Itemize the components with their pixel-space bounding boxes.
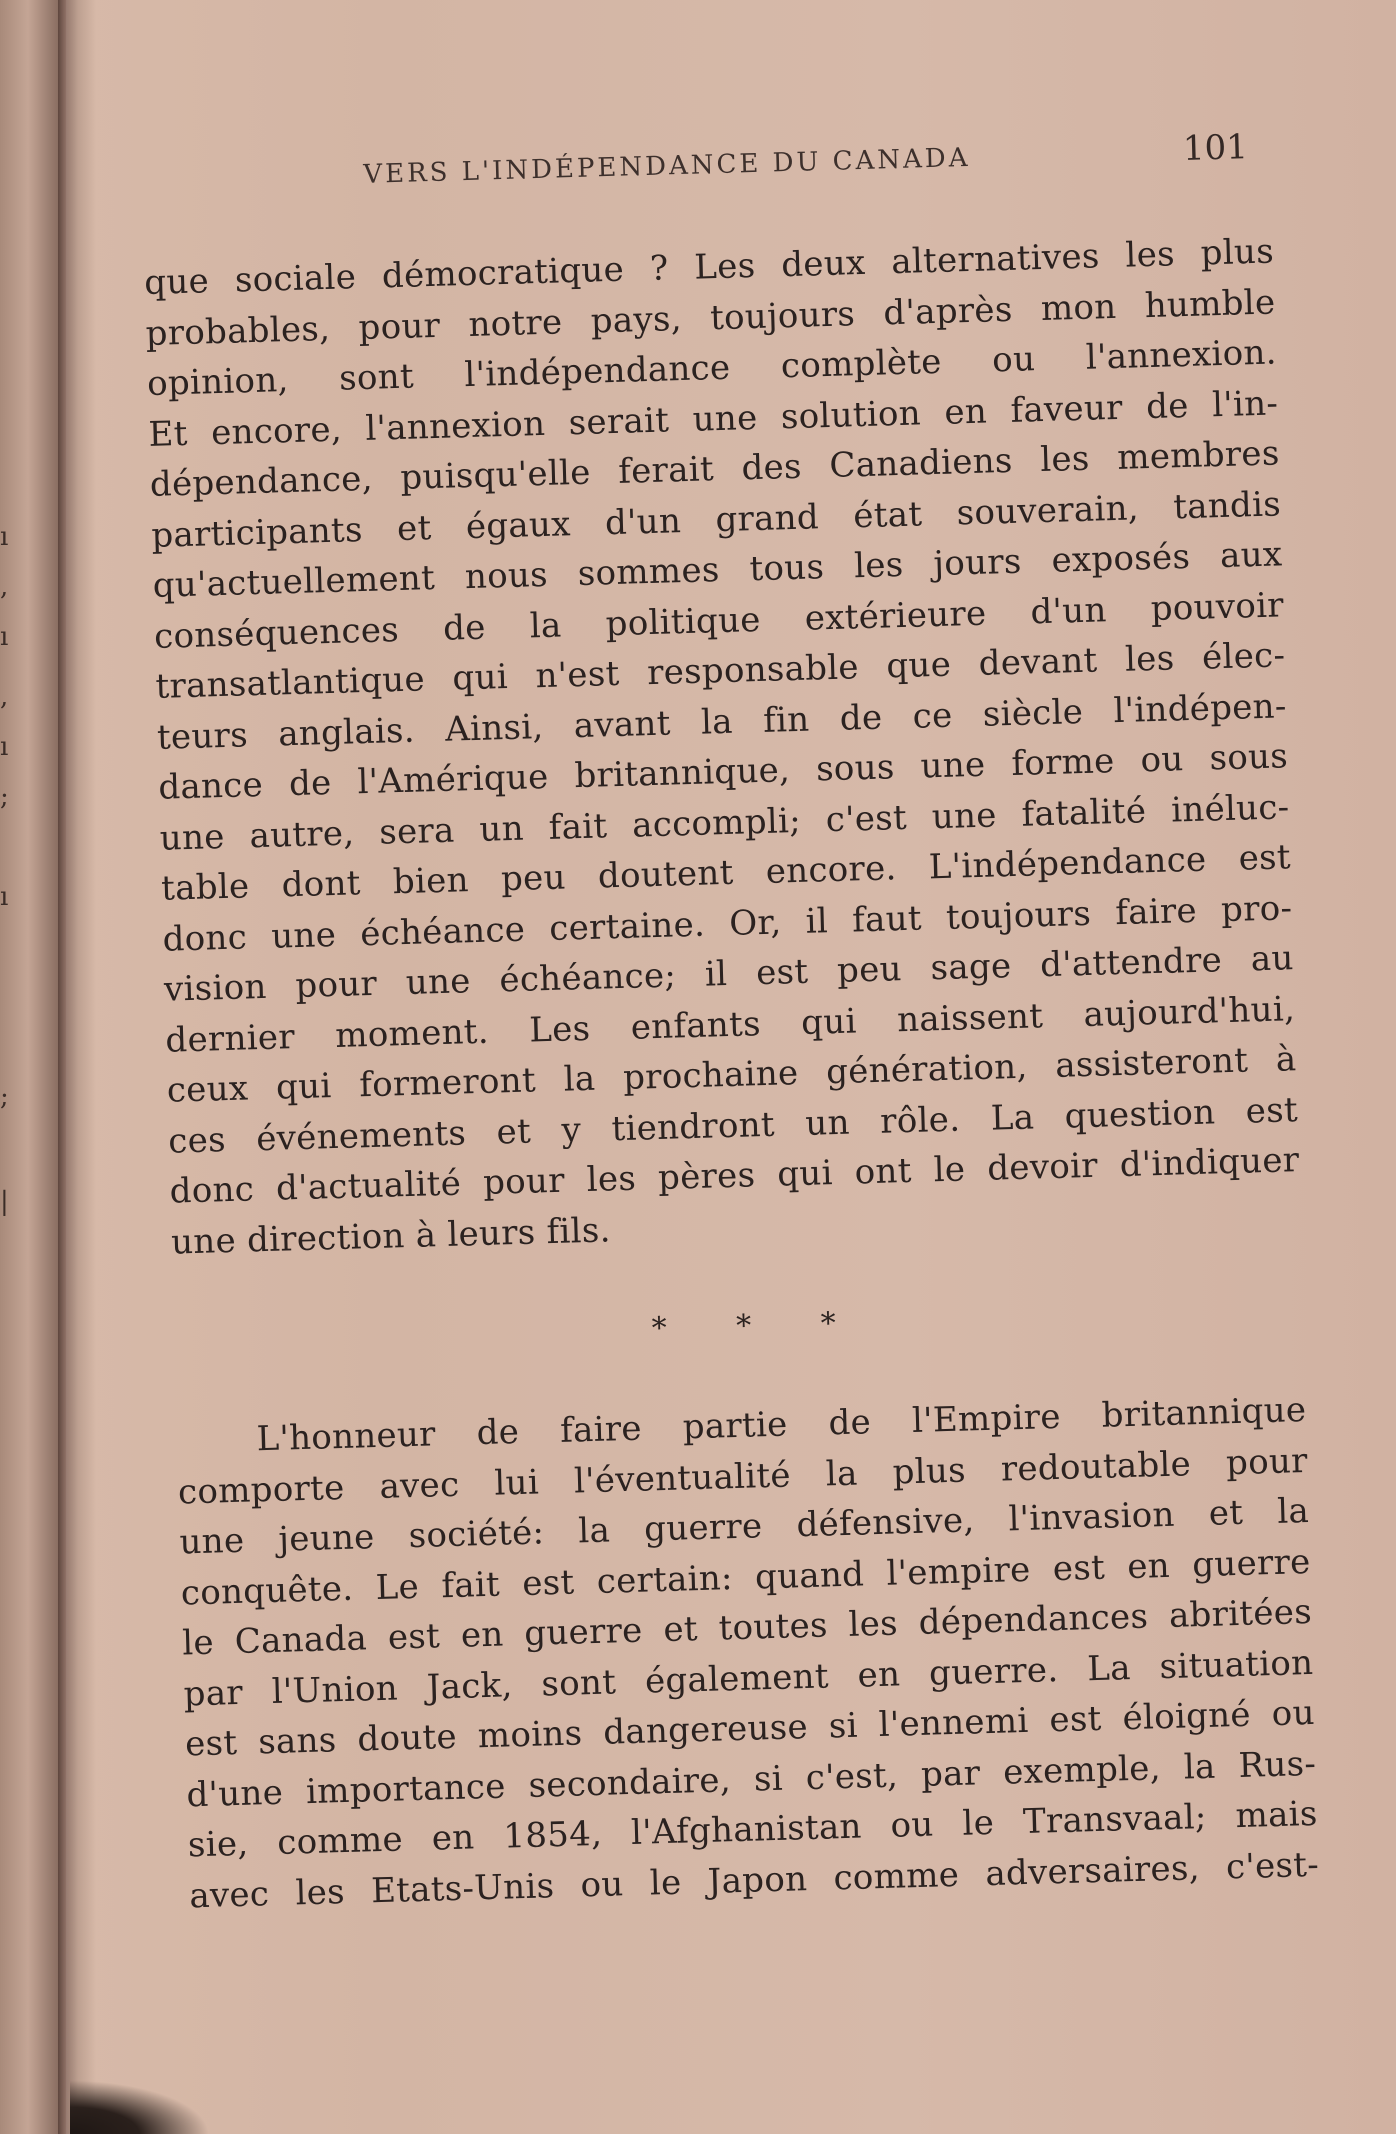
text-line: une direction à leurs fils.: [170, 1209, 612, 1263]
text-line: conquête. Le fait est certain: quand l'empire est en guerre: [180, 1541, 1312, 1613]
text-line: probables, pour notre pays, toujours d'après mon humble: [145, 281, 1276, 354]
text-line: opinion, sont l'indépendance complète ou l'annexion.: [146, 332, 1278, 404]
text-line: vision pour une échéance; il est peu sage d'attendre au: [163, 938, 1295, 1010]
text-line: transatlantique qui n'est responsable que devant les élec-: [155, 635, 1286, 707]
text-line: par l'Union Jack, sont également en guerre. La situation: [183, 1642, 1314, 1714]
text-line: avec les Etats-Unis ou le Japon comme adversaires, c'est-: [188, 1844, 1320, 1916]
facing-page-mark: ı: [0, 622, 9, 652]
text-line: qu'actuellement nous sommes tous les jours exposés aux: [152, 534, 1283, 606]
text-line: sie, comme en 1854, l'Afghanistan ou le Transvaal; mais: [187, 1793, 1319, 1866]
text-line: dance de l'Amérique britannique, sous une forme ou sous: [157, 736, 1289, 808]
text-line: une autre, sera un fait accompli; c'est une fatalité inéluc-: [159, 786, 1290, 859]
page-number: 101: [1182, 127, 1249, 169]
text-line: teurs anglais. Ainsi, avant la fin de ce siècle l'indépen-: [156, 685, 1288, 758]
text-line: conséquences de la politique extérieure d'un pouvoir: [153, 584, 1285, 657]
text-line: table dont bien peu doutent encore. L'indépendance est: [160, 837, 1292, 909]
text-line: Et encore, l'annexion serait une solution en faveur de l'in-: [148, 382, 1279, 455]
running-title: VERS L'INDÉPENDANCE DU CANADA: [362, 142, 971, 190]
facing-page-mark: ı: [0, 522, 9, 552]
facing-page-mark: |: [0, 1187, 9, 1217]
text-line: d'une importance secondaire, si c'est, par exemple, la Rus-: [186, 1743, 1317, 1815]
text-line: ces événements et y tiendront un rôle. La question est: [167, 1089, 1299, 1162]
dark-corner: [70, 2080, 210, 2134]
body-text: [144, 226, 1320, 1921]
text-line: participants et égaux d'un grand état souverain, tandis: [150, 483, 1282, 556]
text-line: une jeune société: la guerre défensive, l'invasion et la: [178, 1490, 1310, 1563]
text-line: donc d'actualité pour les pères qui ont le devoir d'indiquer: [169, 1140, 1300, 1212]
facing-page-mark: ı: [0, 732, 9, 762]
text-line: ceux qui formeront la prochaine génération, assisteront à: [166, 1039, 1298, 1111]
facing-page-mark: ,: [0, 682, 9, 712]
book-page: [140, 104, 1343, 2035]
text-line: dépendance, puisqu'elle ferait des Canadiens les membres: [149, 433, 1281, 505]
text-line: L'honneur de faire partie de l'Empire britannique: [256, 1390, 1307, 1460]
text-line: que sociale démocratique ? Les deux alternatives les plus: [143, 231, 1275, 303]
text-line: donc une échéance certaine. Or, il faut toujours faire pro-: [162, 887, 1293, 960]
paragraph-1: [144, 226, 1302, 1267]
section-separator: * * *: [651, 1305, 867, 1347]
text-line: dernier moment. Les enfants qui naissent aujourd'hui,: [164, 988, 1296, 1061]
text-line: est sans doute moins dangereuse si l'ennemi est éloigné ou: [184, 1692, 1316, 1765]
paragraph-2: [176, 1385, 1320, 1921]
book-spine: [58, 0, 66, 2134]
facing-page-mark: ,: [0, 572, 9, 602]
text-line: comporte avec lui l'éventualité la plus redoutable pour: [177, 1440, 1309, 1513]
facing-page-mark: ;: [0, 782, 9, 812]
running-head: [141, 126, 1272, 198]
text-line: le Canada est en guerre et toutes les dépendances abritées: [181, 1591, 1313, 1664]
gutter-shadow: [66, 0, 96, 2134]
facing-page-mark: ;: [0, 1082, 9, 1112]
facing-page-mark: ı: [0, 882, 9, 912]
